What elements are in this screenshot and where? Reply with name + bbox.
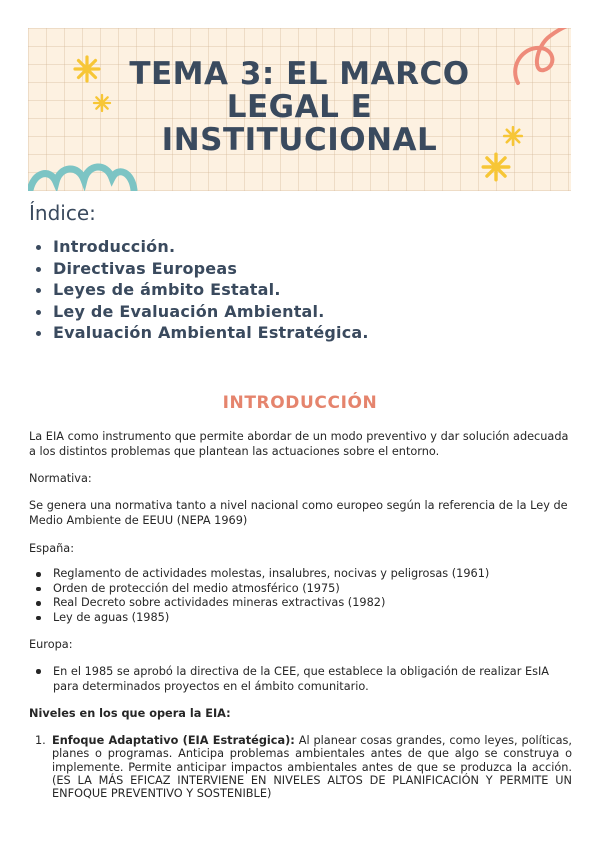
nivel-term: Enfoque Adaptativo (EIA Estratégica): bbox=[52, 734, 295, 747]
list-item: En el 1985 se aprobó la directiva de la CEE, que establece la obligación de realizar EsIA para determinados proyectos en el ámbito comunitario. bbox=[29, 664, 572, 695]
teal-squiggle bbox=[28, 158, 138, 191]
nivel-description: Al planear cosas grandes, como leyes, políticas, planes o programas. Anticipa problemas ambientales antes de que algo se construya o implemente. Permite anticipar impactos ambientales antes de que se produzca la acción. (ES LA MÁS EFICAZ INTERVIENE EN NIVELES ALTOS DE PLANIFICACIÓN Y PERMITE UN ENFOQUE PREVENTIVO Y SOSTENIBLE) bbox=[52, 734, 572, 801]
espana-label: España: bbox=[29, 542, 75, 555]
europa-label: Europa: bbox=[29, 638, 73, 651]
intro-paragraph: La EIA como instrumento que permite abordar de un modo preventivo y dar solución adecuada a los distintos problemas que plantean las actuaciones sobre el entorno. bbox=[29, 430, 569, 459]
index-item: Leyes de ámbito Estatal. bbox=[29, 279, 369, 301]
niveles-label: Niveles en los que opera la EIA: bbox=[29, 707, 231, 720]
index-heading: Índice: bbox=[29, 201, 96, 225]
niveles-list bbox=[29, 734, 572, 800]
espana-list bbox=[29, 567, 572, 625]
section-heading-introduccion: INTRODUCCIÓN bbox=[222, 393, 378, 413]
normativa-label: Normativa: bbox=[29, 472, 92, 485]
list-item: Reglamento de actividades molestas, insalubres, nocivas y peligrosas (1961) bbox=[29, 567, 572, 582]
list-item: Ley de aguas (1985) bbox=[29, 611, 572, 626]
europa-list bbox=[29, 664, 572, 695]
header-banner bbox=[28, 28, 571, 191]
normativa-paragraph: Se genera una normativa tanto a nivel nacional como europeo según la referencia de la Ley de Medio Ambiente de EEUU (NEPA 1969) bbox=[29, 499, 568, 528]
index-item: Ley de Evaluación Ambiental. bbox=[29, 301, 369, 323]
title-line: TEMA 3: EL MARCO bbox=[129, 56, 470, 92]
title-line: INSTITUCIONAL bbox=[161, 122, 438, 158]
list-item: Real Decreto sobre actividades mineras extractivas (1982) bbox=[29, 596, 572, 611]
index-item: Evaluación Ambiental Estratégica. bbox=[29, 322, 369, 344]
index-list bbox=[29, 236, 369, 344]
list-number: 1. bbox=[35, 734, 46, 747]
document-title bbox=[28, 58, 571, 157]
list-item bbox=[29, 734, 572, 800]
index-item: Directivas Europeas bbox=[29, 258, 369, 280]
list-item: Orden de protección del medio atmosférico (1975) bbox=[29, 582, 572, 597]
index-item: Introducción. bbox=[29, 236, 369, 258]
title-line: LEGAL E bbox=[226, 89, 373, 125]
